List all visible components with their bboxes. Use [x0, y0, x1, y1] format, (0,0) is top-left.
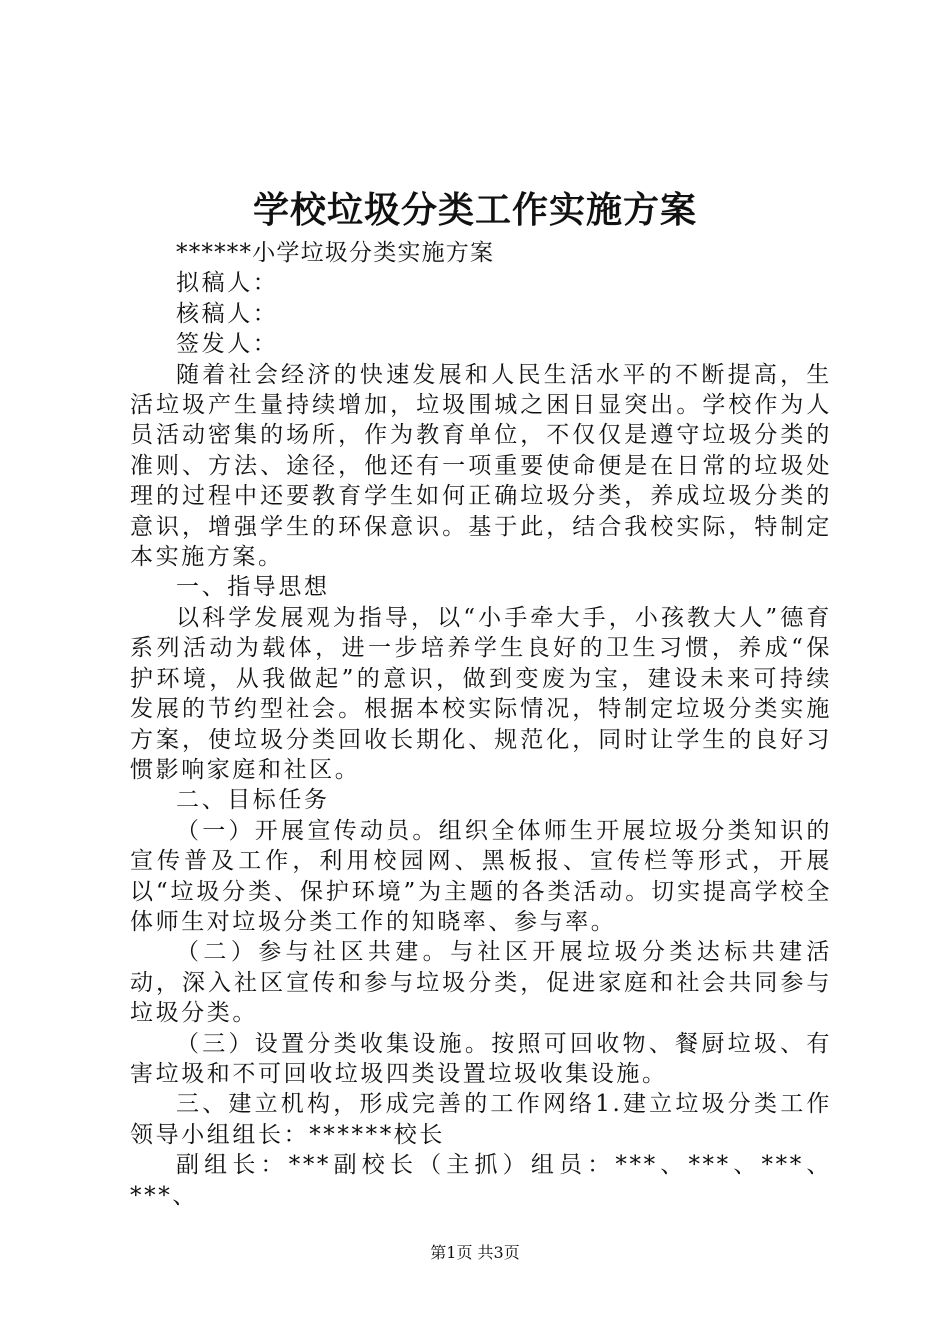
issuer-line: 签发人： — [176, 331, 279, 358]
task-paragraph-1: （一）开展宣传动员。组织全体师生开展垃圾分类知识的宣传普及工作，利用校园网、黑板报、宣传栏等形式，开展以“垃圾分类、保护环境”为主题的各类活动。切实提高学校全体师生对垃圾分类工作的知晓率、参与率。 — [130, 817, 832, 935]
guiding-paragraph: 以科学发展观为指导，以“小手牵大手，小孩教大人”德育系列活动为载体，进一步培养学生良好的卫生习惯，养成“保护环境，从我做起”的意识，做到变废为宝，建设未来可持续发展的节约型社会。根据本校实际情况，特制定垃圾分类实施方案，使垃圾分类回收长期化、规范化，同时让学生的良好习惯影响家庭和社区。 — [130, 604, 832, 783]
section-heading-1: 一、指导思想 — [176, 574, 330, 601]
section-heading-2: 二、目标任务 — [176, 787, 330, 814]
document-title: 学校垃圾分类工作实施方案 — [252, 189, 697, 231]
subtitle-line: ******小学垃圾分类实施方案 — [176, 240, 495, 266]
task-paragraph-3: （三）设置分类收集设施。按照可回收物、餐厨垃圾、有害垃圾和不可回收垃圾四类设置垃圾收集设施。 — [130, 1030, 832, 1087]
page-footer: 第1页 共3页 — [430, 1243, 520, 1262]
drafter-line: 拟稿人： — [176, 270, 279, 297]
intro-paragraph: 随着社会经济的快速发展和人民生活水平的不断提高，生活垃圾产生量持续增加，垃圾围城之困日显突出。学校作为人员活动密集的场所，作为教育单位，不仅仅是遵守垃圾分类的准则、方法、途径，他还有一项重要使命便是在日常的垃圾处理的过程中还要教育学生如何正确垃圾分类，养成垃圾分类的意识，增强学生的环保意识。基于此，结合我校实际，特制定本实施方案。 — [130, 361, 832, 571]
section-heading-3: 三、建立机构，形成完善的工作网络1.建立垃圾分类工作领导小组组长：******校长 — [130, 1091, 832, 1148]
task-paragraph-2: （二）参与社区共建。与社区开展垃圾分类达标共建活动，深入社区宣传和参与垃圾分类，促进家庭和社会共同参与垃圾分类。 — [130, 939, 832, 1027]
document-body — [130, 238, 832, 1211]
reviewer-line: 核稿人： — [176, 300, 279, 327]
deputy-line: 副组长：***副校长（主抓）组员：***、***、***、***、 — [130, 1152, 832, 1209]
